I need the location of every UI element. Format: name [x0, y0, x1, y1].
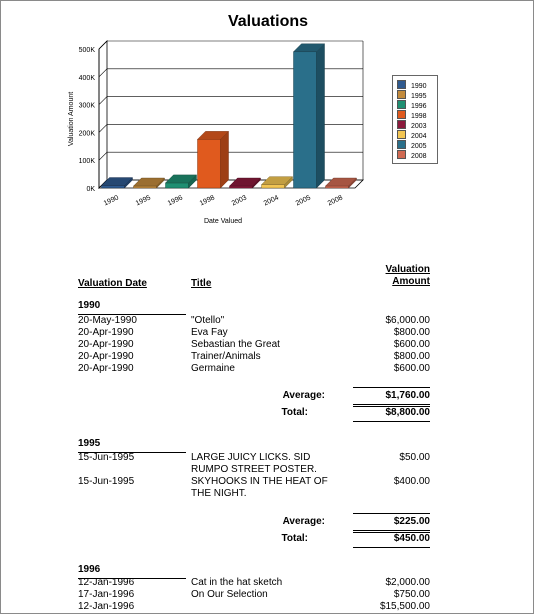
row-title: SKYHOOKS IN THE HEAT OF THE NIGHT. [191, 476, 328, 499]
legend-label: 1998 [411, 113, 427, 120]
row-date: 20-Apr-1990 [78, 351, 134, 362]
row-date: 20-Apr-1990 [78, 363, 134, 374]
valuation-chart [1, 1, 534, 241]
row-amount: $800.00 [393, 327, 430, 338]
x-tick-label: 1998 [198, 194, 216, 208]
y-tick-label: 0K [86, 186, 95, 193]
row-title: On Our Selection [191, 589, 268, 600]
chart-left-wall [99, 41, 107, 188]
bar-front [261, 185, 284, 188]
x-tick-label: 2008 [326, 194, 344, 208]
legend-swatch [397, 110, 406, 119]
row-date: 12-Jan-1996 [78, 577, 135, 588]
row-amount: $2,000.00 [385, 577, 430, 588]
group-year: 1996 [78, 564, 101, 575]
average-label: Average: [282, 390, 325, 401]
y-tick-label: 100K [78, 158, 95, 166]
group-year: 1995 [78, 438, 101, 449]
total-underline [353, 547, 430, 548]
legend-item [397, 80, 427, 89]
bar-front [101, 186, 124, 188]
bar-front [165, 183, 188, 188]
legend-label: 2005 [411, 143, 427, 150]
row-title: "Otello" [191, 315, 225, 326]
x-tick-label: 2004 [262, 194, 280, 208]
y-tick-label: 300K [78, 102, 95, 110]
legend-label: 2004 [411, 133, 427, 140]
x-tick-label: 1995 [134, 194, 152, 208]
x-tick-label: 1996 [166, 194, 184, 208]
row-date: 12-Jan-1996 [78, 601, 135, 612]
y-axis-label: Valuation Amount [68, 91, 75, 147]
legend-item [397, 130, 427, 139]
legend-item [397, 150, 427, 159]
bar-front [133, 186, 156, 188]
legend-swatch [397, 130, 406, 139]
report-title: Valuations [227, 13, 309, 30]
y-tick-label: 200K [78, 130, 95, 138]
row-amount: $600.00 [393, 363, 430, 374]
bar-front [197, 139, 220, 188]
header-valuation-date: Valuation Date [78, 278, 147, 289]
x-tick-label: 2005 [294, 194, 312, 208]
legend-swatch [397, 100, 406, 109]
row-date: 20-Apr-1990 [78, 327, 134, 338]
row-amount: $50.00 [399, 452, 430, 463]
legend-label: 2003 [411, 123, 427, 130]
y-tick-label: 400K [78, 74, 95, 82]
x-axis-label: Date Valued [203, 218, 243, 225]
row-date: 20-Apr-1990 [78, 339, 134, 350]
legend-swatch [397, 150, 406, 159]
row-title: Cat in the hat sketch [191, 577, 283, 588]
x-tick-label: 2003 [230, 194, 248, 208]
average-rule [353, 387, 430, 388]
row-amount: $15,500.00 [379, 601, 430, 612]
row-date: 20-May-1990 [78, 315, 137, 326]
total-label: Total: [281, 407, 308, 418]
legend-swatch [397, 140, 406, 149]
legend-item [397, 140, 427, 149]
bar-front [325, 186, 348, 188]
row-title: Sebastian the Great [191, 339, 280, 350]
legend-item [397, 90, 427, 99]
average-label: Average: [282, 516, 325, 527]
total-rule-1 [353, 404, 430, 405]
row-title: Eva Fay [191, 327, 228, 338]
y-tick-label: 500K [78, 47, 95, 54]
total-value: $8,800.00 [385, 407, 430, 418]
chart-legend [392, 75, 438, 164]
total-label: Total: [281, 533, 308, 544]
total-rule-1 [353, 530, 430, 531]
row-amount: $800.00 [393, 351, 430, 362]
legend-item [397, 110, 427, 119]
row-date: 17-Jan-1996 [78, 589, 135, 600]
bar-side [317, 44, 325, 188]
x-tick-label: 1990 [102, 194, 120, 208]
group-year: 1990 [78, 300, 101, 311]
header-amount-line2: Amount [392, 276, 430, 287]
average-value: $225.00 [393, 516, 430, 527]
header-title: Title [191, 278, 212, 289]
row-title: LARGE JUICY LICKS. SID RUMPO STREET POSTER. [191, 452, 317, 475]
row-title: Germaine [191, 363, 235, 374]
row-date: 15-Jun-1995 [78, 476, 135, 487]
header-amount-line1: Valuation [385, 264, 430, 275]
bar-side [221, 131, 229, 188]
legend-label: 1996 [411, 103, 427, 110]
average-rule [353, 513, 430, 514]
row-date: 15-Jun-1995 [78, 452, 135, 463]
total-value: $450.00 [393, 533, 430, 544]
row-amount: $600.00 [393, 339, 430, 350]
legend-label: 1990 [411, 83, 427, 90]
legend-item [397, 100, 427, 109]
legend-item [397, 120, 427, 129]
legend-label: 1995 [411, 93, 427, 100]
row-title: Trainer/Animals [191, 351, 261, 362]
legend-swatch [397, 90, 406, 99]
bar-front [293, 52, 316, 188]
legend-swatch [397, 120, 406, 129]
bar-front [229, 186, 252, 188]
total-underline [353, 421, 430, 422]
average-value: $1,760.00 [385, 390, 430, 401]
row-amount: $6,000.00 [385, 315, 430, 326]
legend-label: 2008 [411, 153, 427, 160]
row-amount: $400.00 [393, 476, 430, 487]
row-amount: $750.00 [393, 589, 430, 600]
legend-swatch [397, 80, 406, 89]
